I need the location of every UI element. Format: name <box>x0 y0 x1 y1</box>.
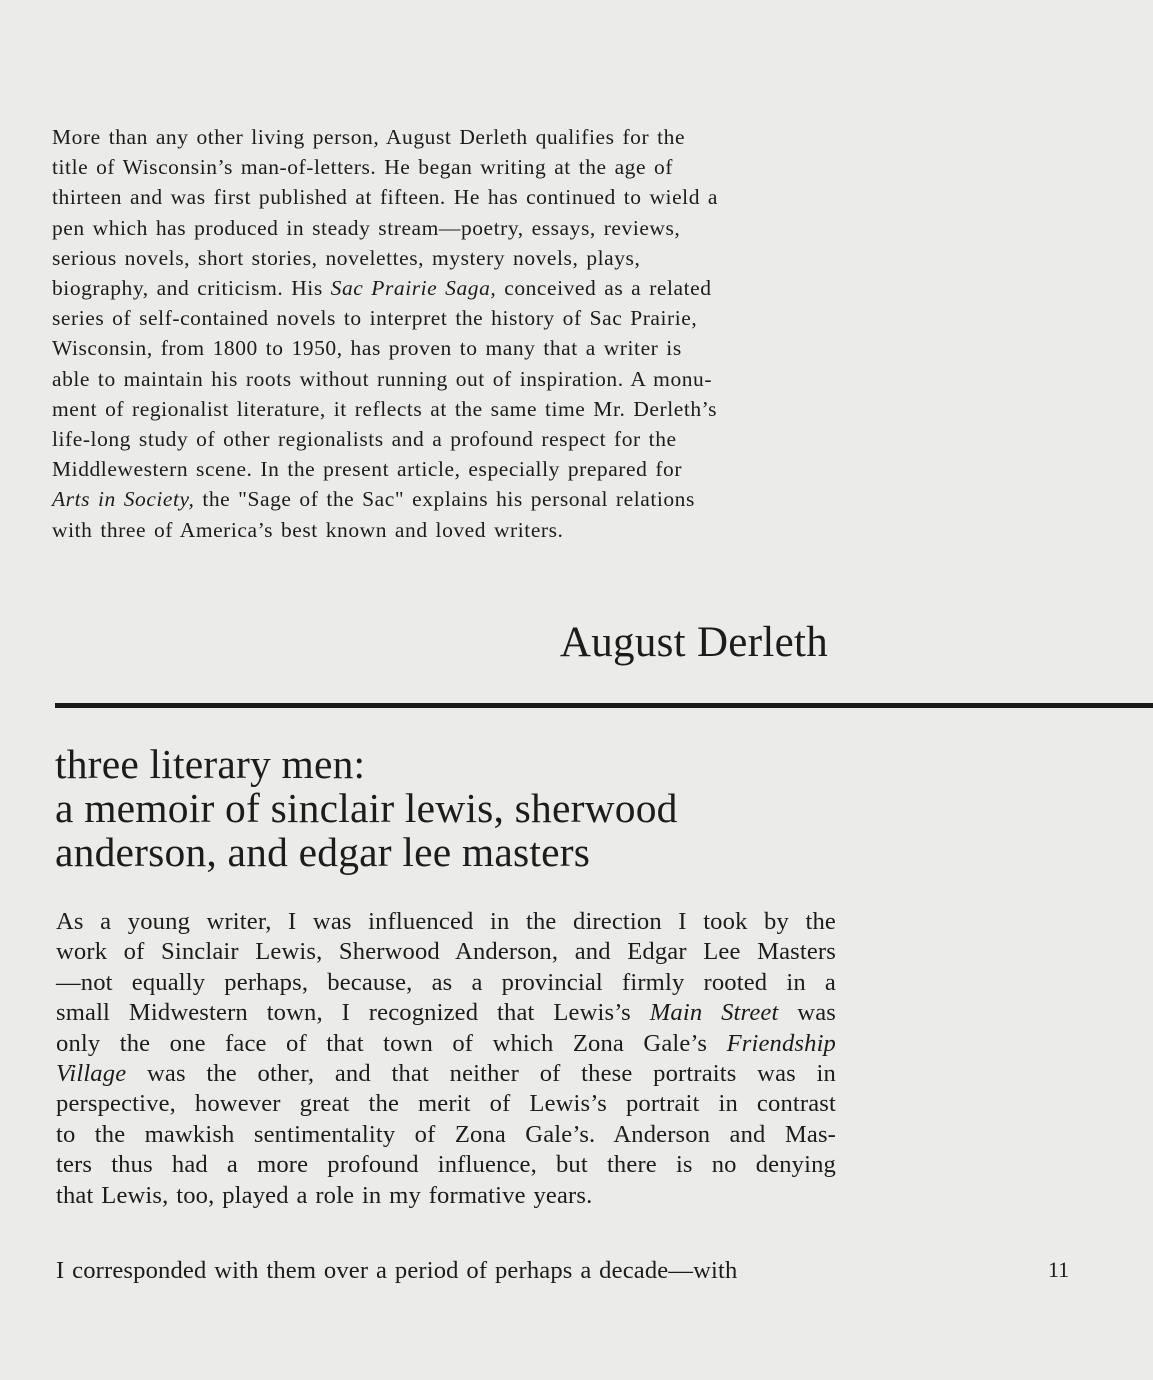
body-text: only the one face of that town of which Zona Gale’s <box>56 1029 727 1057</box>
body-line <box>56 1029 836 1059</box>
title-line: three literary men: <box>55 741 366 787</box>
body-line <box>56 998 836 1028</box>
page-number: 11 <box>1048 1257 1070 1282</box>
body-text: was the other, and that neither of these portraits was in <box>126 1060 836 1088</box>
book-title-friendship: Friendship <box>726 1029 836 1057</box>
intro-line: title of Wisconsin’s man-of-letters. He began writing at the age of <box>52 155 673 180</box>
intro-line: ment of regionalist literature, it reflects at the same time Mr. Derleth’s <box>52 396 718 421</box>
book-title-sac-prairie-saga: Sac Prairie Saga, <box>330 276 497 301</box>
intro-line: Wisconsin, from 1800 to 1950, has proven to many that a writer is <box>52 336 682 361</box>
journal-title-arts-in-society: Arts in Society, <box>52 487 195 512</box>
intro-line: series of self-contained novels to interpret the history of Sac Prairie, <box>52 306 698 331</box>
intro-line: able to maintain his roots without running out of inspiration. A monu- <box>52 366 713 391</box>
intro-line <box>52 273 852 303</box>
intro-line: life-long study of other regionalists and a profound respect for the <box>52 427 677 452</box>
title-line: a memoir of sinclair lewis, sherwood <box>55 785 678 831</box>
body-line: work of Sinclair Lewis, Sherwood Anderson, and Edgar Lee Masters <box>56 938 836 966</box>
body-line: to the mawkish sentimentality of Zona Gale’s. Anderson and Mas- <box>56 1120 836 1148</box>
intro-text: biography, and criticism. His <box>52 276 331 301</box>
article-title <box>55 742 678 874</box>
section-divider <box>55 703 1153 708</box>
intro-paragraph <box>52 122 852 545</box>
body-line: As a young writer, I was influenced in the direction I took by the <box>56 908 836 935</box>
book-title-village: Village <box>56 1060 127 1088</box>
author-name: August Derleth <box>559 619 828 666</box>
body-line: —not equally perhaps, because, as a provincial firmly rooted in a <box>56 968 836 996</box>
body-paragraph <box>56 907 836 1211</box>
intro-line <box>52 484 852 514</box>
body-text: was <box>778 999 837 1027</box>
body-line: ters thus had a more profound influence, but there is no denying <box>56 1151 836 1179</box>
intro-text: the "Sage of the Sac" explains his personal relations <box>194 487 695 512</box>
book-title-main-street: Main Street <box>649 999 779 1027</box>
intro-text: conceived as a related <box>496 276 712 301</box>
body-paragraph-2: I corresponded with them over a period of perhaps a decade—with <box>56 1257 738 1284</box>
intro-line: Middlewestern scene. In the present article, especially prepared for <box>52 457 683 482</box>
intro-line: pen which has produced in steady stream—poetry, essays, reviews, <box>52 215 681 240</box>
intro-line: thirteen and was first published at fifteen. He has continued to wield a <box>52 185 719 210</box>
body-line: that Lewis, too, played a role in my formative years. <box>56 1181 593 1209</box>
title-line: anderson, and edgar lee masters <box>55 829 591 875</box>
body-line: perspective, however great the merit of Lewis’s portrait in contrast <box>56 1090 836 1118</box>
intro-line: serious novels, short stories, novelettes, mystery novels, plays, <box>52 245 641 270</box>
body-text: small Midwestern town, I recognized that Lewis’s <box>56 999 650 1027</box>
body-line <box>56 1059 836 1089</box>
intro-line: with three of America’s best known and loved writers. <box>52 517 564 542</box>
intro-line: More than any other living person, August Derleth qualifies for the <box>52 125 686 149</box>
